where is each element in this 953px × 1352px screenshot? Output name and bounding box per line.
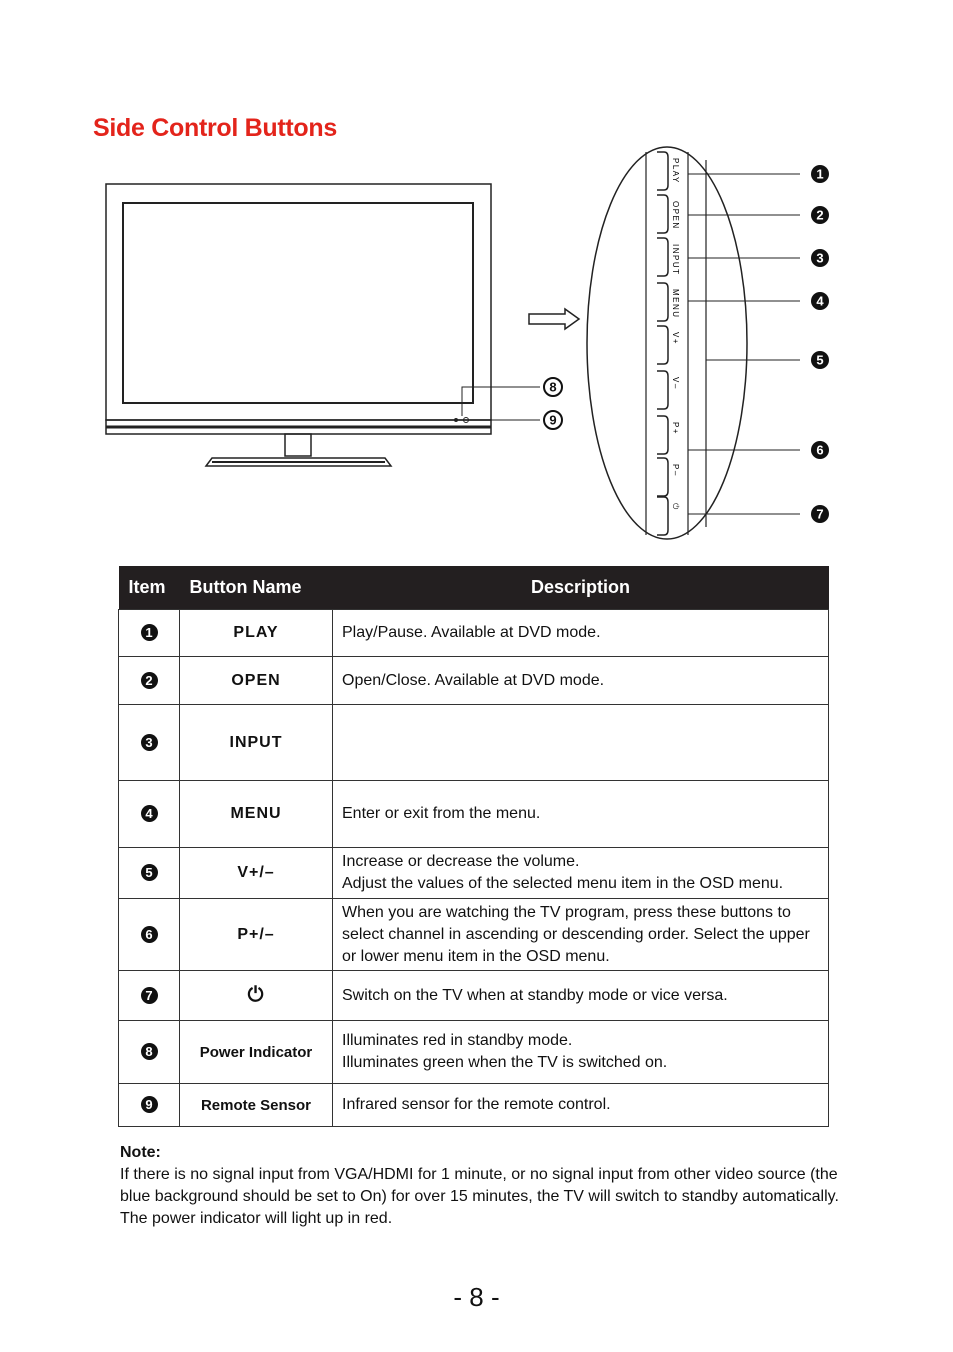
description-line: When you are watching the TV program, press these buttons to select channel in ascending or descending order. Select the upper or lower menu item in the OSD menu. — [342, 903, 810, 965]
row-number — [119, 899, 180, 971]
number-badge: 8 — [141, 1043, 158, 1060]
button-name: P+/– — [180, 899, 333, 971]
svg-text:4: 4 — [816, 293, 824, 309]
side-button-label: V+ — [671, 332, 680, 346]
callout-5 — [811, 351, 829, 369]
tv-frame — [106, 184, 491, 420]
svg-text:7: 7 — [816, 506, 824, 522]
svg-text:2: 2 — [816, 207, 824, 223]
number-badge: 7 — [141, 987, 158, 1004]
header-button-name: Button Name — [180, 566, 333, 610]
header-description: Description — [333, 566, 829, 610]
number-badge: 5 — [141, 864, 158, 881]
table-row — [119, 899, 829, 971]
row-number — [119, 971, 180, 1021]
side-button-label: P– — [671, 464, 680, 477]
button-description — [333, 781, 829, 848]
table-row — [119, 971, 829, 1021]
table-row — [119, 848, 829, 899]
button-name: INPUT — [180, 705, 333, 781]
description-line: Switch on the TV when at standby mode or vice versa. — [342, 986, 728, 1004]
side-button-label: MENU — [671, 289, 680, 319]
callout-1 — [811, 165, 829, 183]
callout-2 — [811, 206, 829, 224]
row-number — [119, 781, 180, 848]
svg-text:1: 1 — [816, 166, 824, 182]
button-description — [333, 848, 829, 899]
description-line: Illuminates green when the TV is switched on. — [342, 1054, 668, 1071]
button-description — [333, 971, 829, 1021]
row-number — [119, 705, 180, 781]
description-line: Adjust the values of the selected menu item in the OSD menu. — [342, 875, 784, 892]
table-row — [119, 610, 829, 657]
row-number — [119, 1021, 180, 1084]
description-line: Play/Pause. Available at DVD mode. — [342, 624, 601, 641]
button-description — [333, 610, 829, 657]
note-text: If there is no signal input from VGA/HDMI for 1 minute, or no signal input from other video source (the blue background should be set to On) for over 15 minutes, the TV will switch to standby automatically. The power indicator will light up in red. — [120, 1166, 839, 1227]
tv-diagram — [0, 0, 953, 560]
arrow-right-icon — [529, 309, 579, 329]
power-icon: ⏻ — [180, 971, 333, 1021]
callout-4 — [811, 292, 829, 310]
header-item: Item — [119, 566, 180, 610]
callout-8 — [544, 378, 562, 396]
button-description — [333, 1084, 829, 1127]
number-badge: 4 — [141, 805, 158, 822]
button-table — [118, 566, 829, 1127]
description-line: Illuminates red in standby mode. — [342, 1032, 573, 1049]
number-badge: 2 — [141, 672, 158, 689]
button-description — [333, 657, 829, 705]
row-number — [119, 657, 180, 705]
table-row — [119, 657, 829, 705]
side-button-label: V– — [671, 377, 680, 390]
number-badge: 9 — [141, 1096, 158, 1113]
callout-9 — [544, 411, 562, 429]
side-button-label: ⏻ — [671, 503, 680, 511]
side-button-label: PLAY — [671, 158, 680, 184]
callout-7 — [811, 505, 829, 523]
button-name: Power Indicator — [180, 1021, 333, 1084]
description-line: Increase or decrease the volume. — [342, 853, 580, 870]
description-line: Open/Close. Available at DVD mode. — [342, 671, 605, 689]
svg-text:8: 8 — [549, 379, 557, 395]
button-name: Remote Sensor — [180, 1084, 333, 1127]
power-indicator-dot — [454, 418, 458, 422]
number-badge: 3 — [141, 734, 158, 751]
note — [120, 1142, 850, 1230]
button-description — [333, 899, 829, 971]
side-button-label: OPEN — [671, 201, 680, 230]
row-number — [119, 848, 180, 899]
button-name: OPEN — [180, 657, 333, 705]
tv-screen — [123, 203, 473, 403]
button-name: V+/– — [180, 848, 333, 899]
svg-text:3: 3 — [816, 250, 824, 266]
svg-text:5: 5 — [816, 352, 824, 368]
callout-6 — [811, 441, 829, 459]
callout-3 — [811, 249, 829, 267]
svg-text:6: 6 — [816, 442, 824, 458]
button-name: PLAY — [180, 610, 333, 657]
button-description — [333, 705, 829, 781]
button-name: MENU — [180, 781, 333, 848]
page-number: - 8 - — [453, 1282, 500, 1312]
tv-neck — [285, 434, 311, 456]
row-number — [119, 610, 180, 657]
table-row — [119, 1084, 829, 1127]
table-row — [119, 1021, 829, 1084]
table-row — [119, 705, 829, 781]
row-number — [119, 1084, 180, 1127]
side-button-label: P+ — [671, 422, 680, 436]
page-title: Side Control Buttons — [93, 114, 337, 142]
number-badge: 6 — [141, 926, 158, 943]
note-title: Note: — [120, 1144, 161, 1161]
number-badge: 1 — [141, 624, 158, 641]
table-row — [119, 781, 829, 848]
description-line: Infrared sensor for the remote control. — [342, 1096, 611, 1113]
svg-text:9: 9 — [549, 412, 557, 428]
button-description — [333, 1021, 829, 1084]
side-panel-oval — [587, 147, 747, 539]
description-line: Enter or exit from the menu. — [342, 805, 541, 822]
side-button-label: INPUT — [671, 244, 680, 276]
